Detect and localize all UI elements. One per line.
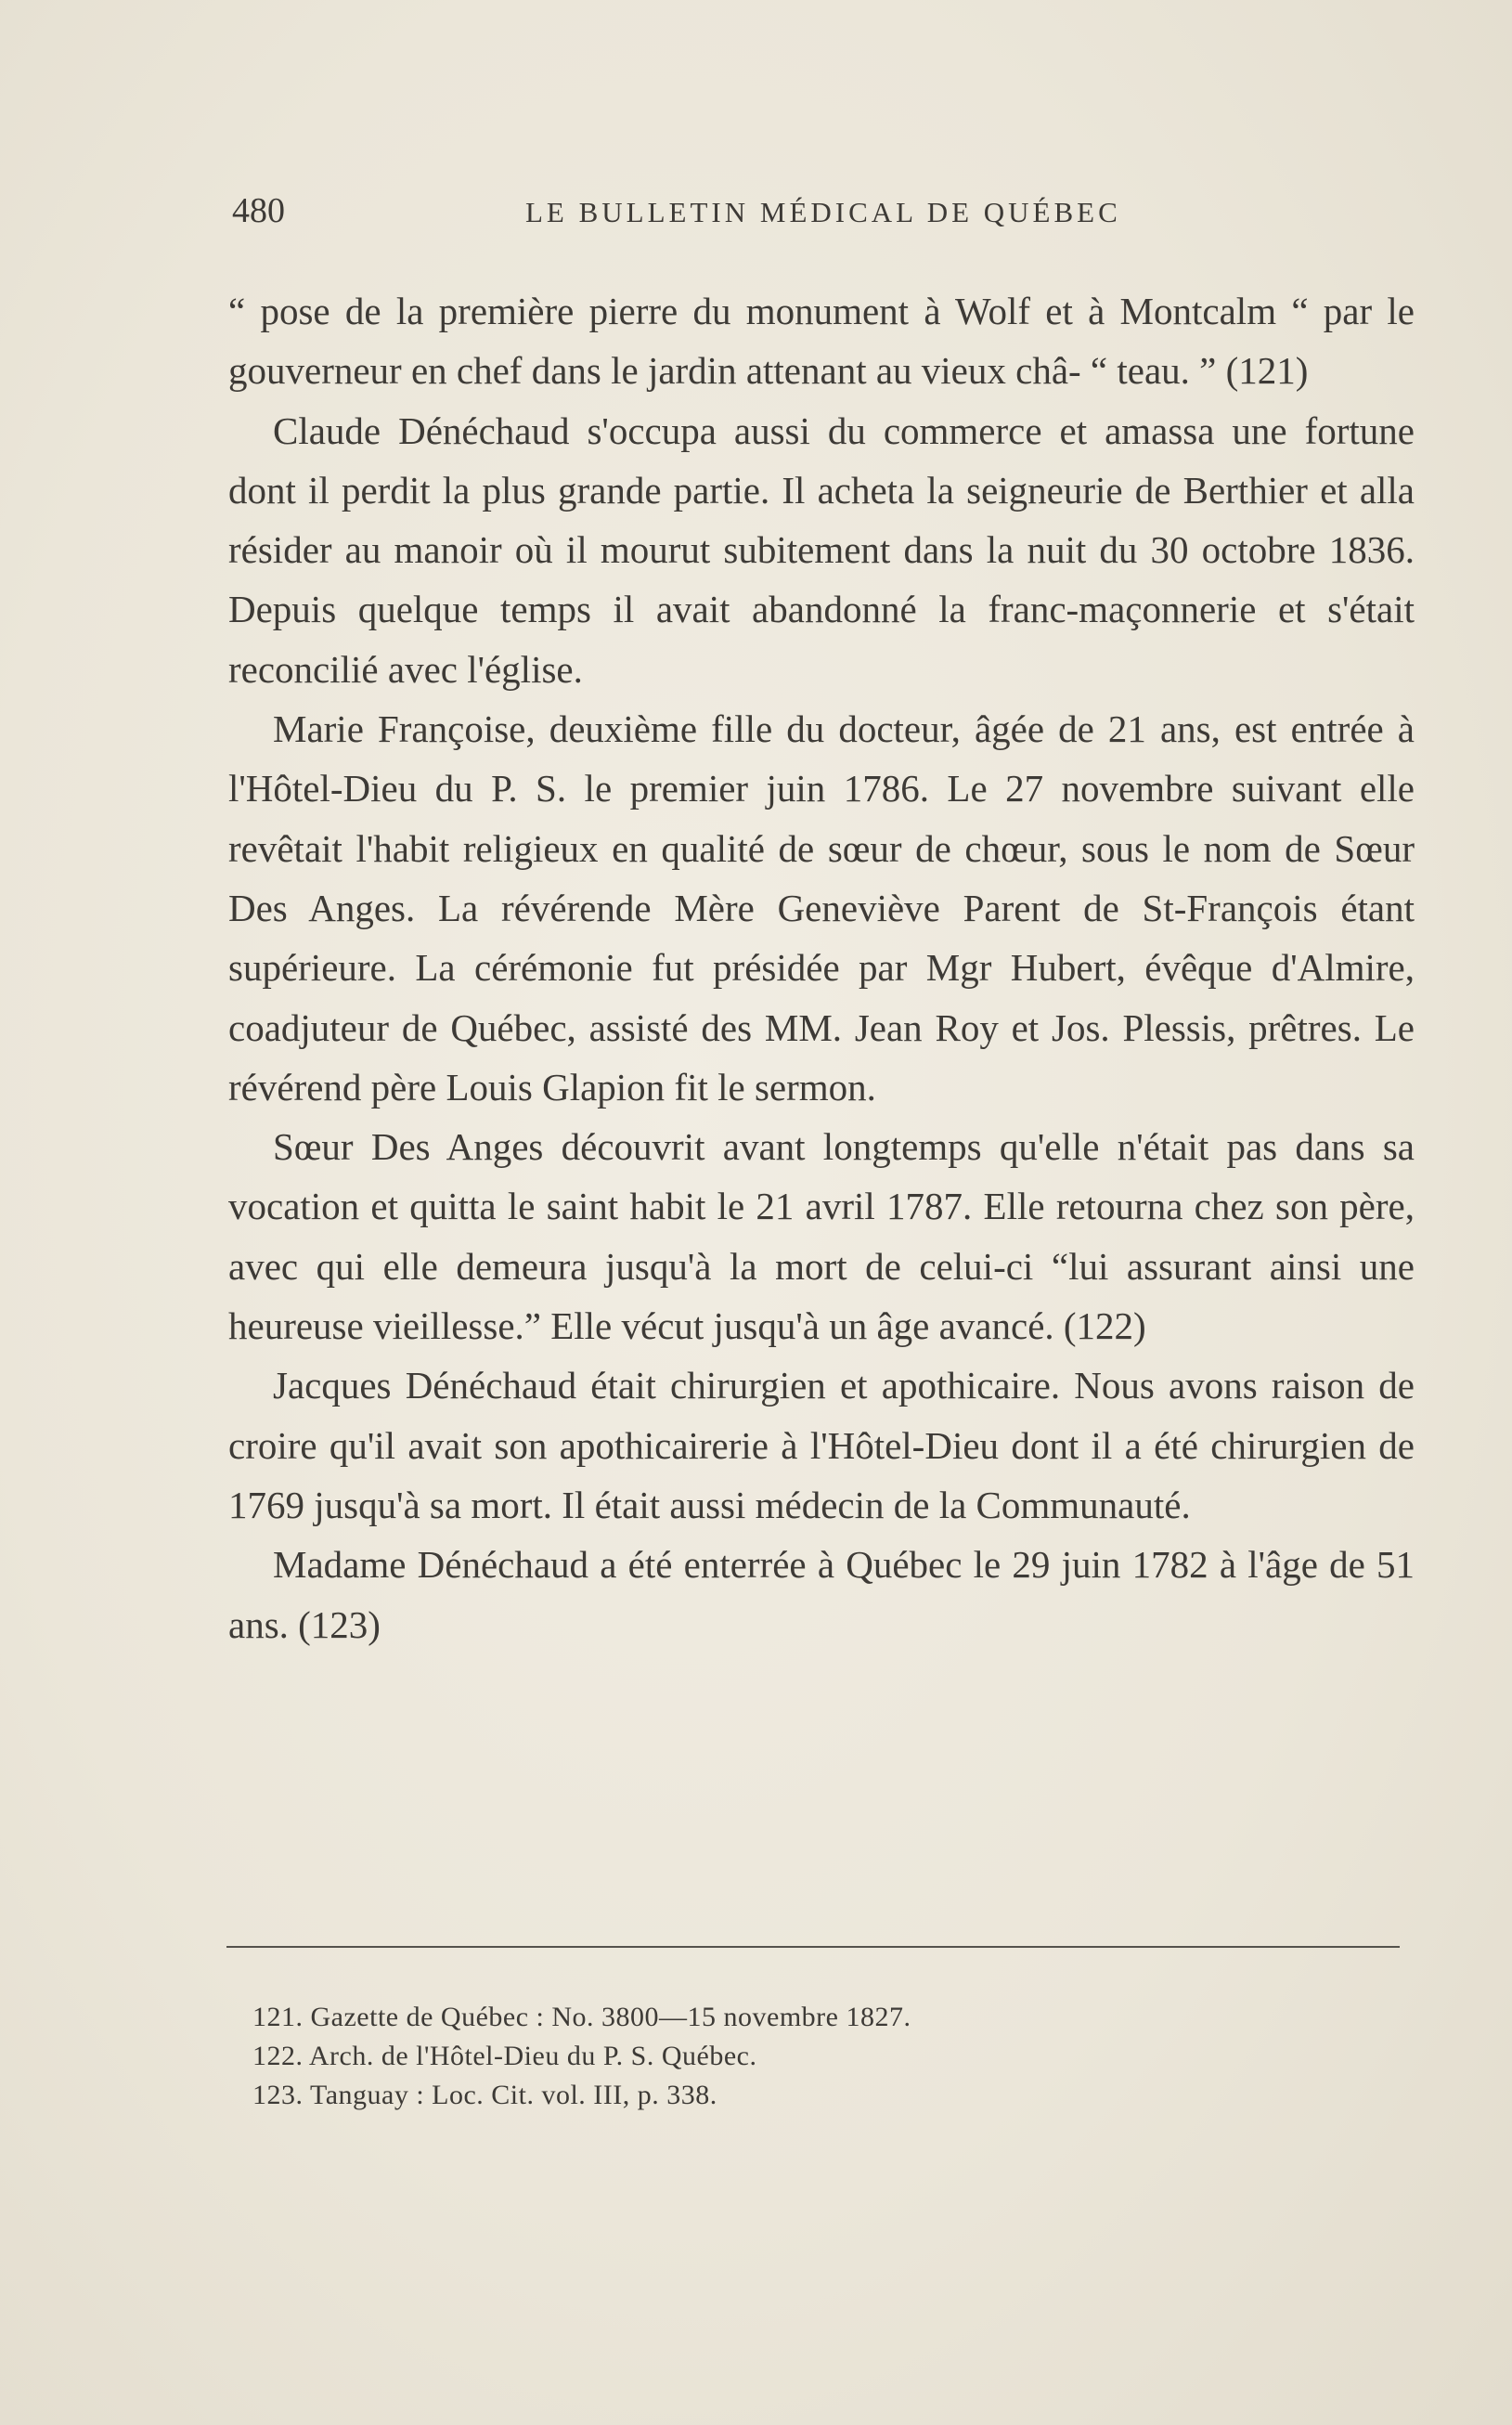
footnote-122: 122. Arch. de l'Hôtel-Dieu du P. S. Québec. (252, 2041, 757, 2071)
paragraph-soeur-des-anges: Sœur Des Anges découvrit avant longtemps qu'elle n'était pas dans sa vocation et quitta le saint habit le 21 avril 1787. Elle retourna chez son père, avec qui elle demeura jusqu'à la mort de celui-ci “lui assurant ainsi une heureuse vieillesse.” Elle vécut jusqu'à un âge avancé. (122) (228, 1125, 1415, 1348)
paragraph-madame-denechaud: Madame Dénéchaud a été enterrée à Québec le 29 juin 1782 à l'âge de 51 ans. (123) (228, 1543, 1415, 1646)
footnote-121: 121. Gazette de Québec : No. 3800—15 novembre 1827. (252, 2002, 911, 2032)
footnote-123: 123. Tanguay : Loc. Cit. vol. III, p. 338. (252, 2080, 717, 2110)
body-text (228, 281, 1415, 1654)
paragraph-claude-denechaud: Claude Dénéchaud s'occupa aussi du commerce et amassa une fortune dont il perdit la plus grande partie. Il acheta la seigneurie de Berthier et alla résider au manoir où il mourut subitement dans la nuit du 30 octobre 1836. Depuis quelque temps il avait abandonné la franc-maçonnerie et s'était reconcilié avec l'église. (228, 408, 1415, 691)
page-number: 480 (232, 191, 285, 230)
footnotes (252, 1998, 1273, 2115)
paragraph-marie-francoise: Marie Françoise, deuxième fille du docteur, âgée de 21 ans, est entrée à l'Hôtel-Dieu du P. S. le premier juin 1786. Le 27 novembre suivant elle revêtait l'habit religieux en qualité de sœur de chœur, sous le nom de Sœur Des Anges. La révérende Mère Geneviève Parent de St-François étant supérieure. La cérémonie fut présidée par Mgr Hubert, évêque d'Almire, coadjuteur de Québec, assisté des MM. Jean Roy et Jos. Plessis, prêtres. Le révérend père Louis Glapion fit le sermon. (228, 707, 1415, 1109)
running-head (232, 190, 1411, 246)
paragraph-quote-continuation: “ pose de la première pierre du monument à Wolf et à Montcalm “ par le gouverneur en chef dans le jardin attenant au vieux châ- “ teau. ” (121) (228, 290, 1415, 393)
journal-title: LE BULLETIN MÉDICAL DE QUÉBEC (525, 196, 1121, 228)
paragraph-jacques-denechaud: Jacques Dénéchaud était chirurgien et apothicaire. Nous avons raison de croire qu'il avait son apothicairerie à l'Hôtel-Dieu dont il a été chirurgien de 1769 jusqu'à sa mort. Il était aussi médecin de la Communauté. (228, 1364, 1415, 1526)
footnote-divider (226, 1946, 1400, 1948)
